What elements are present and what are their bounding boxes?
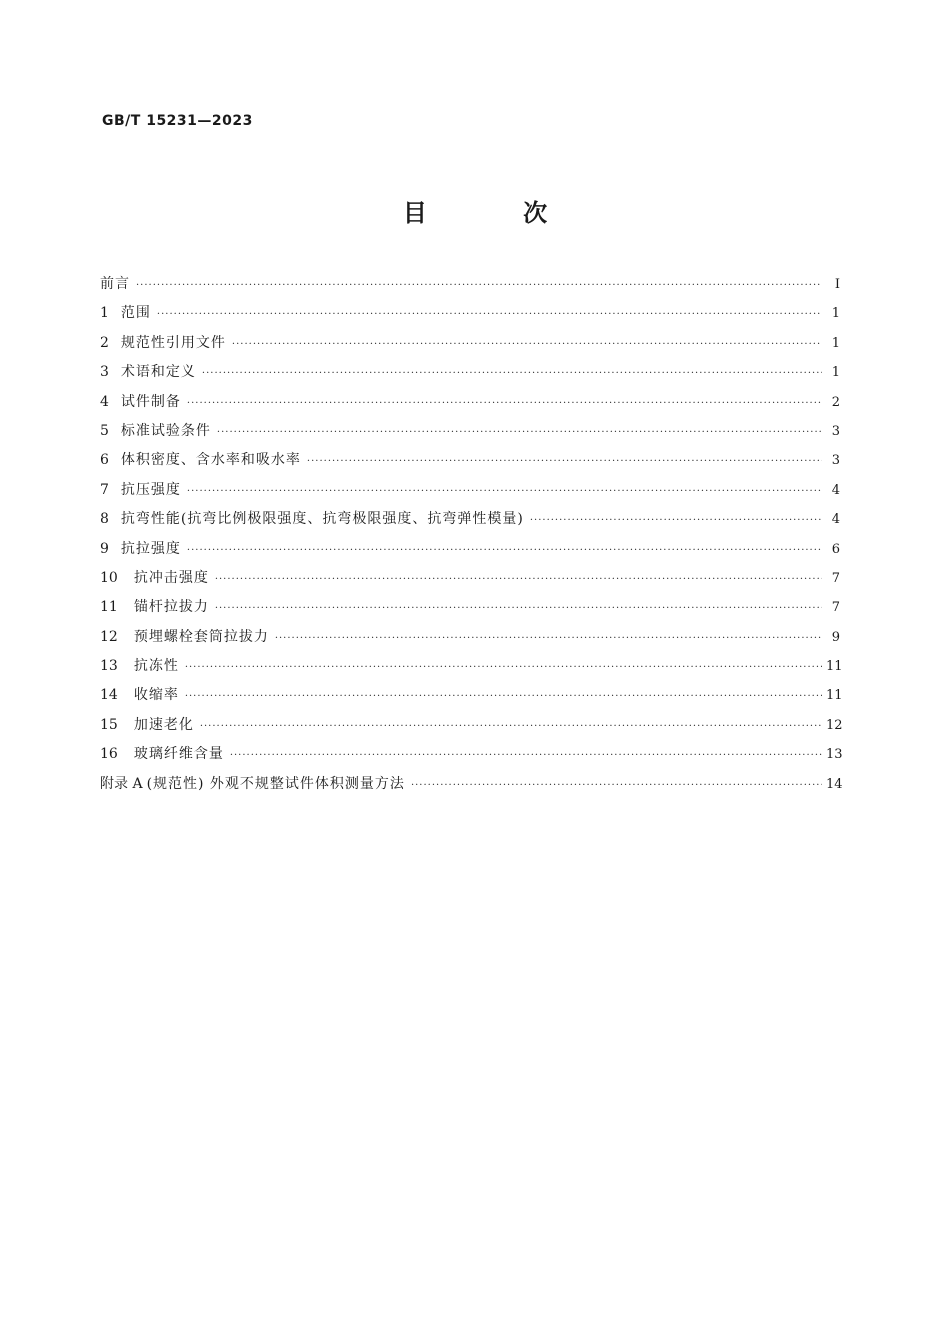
toc-entry-label: 加速老化 bbox=[133, 716, 194, 733]
toc-entry-page: 11 bbox=[826, 688, 843, 704]
toc-entry-number: 1 bbox=[100, 305, 109, 322]
toc-entry-page: 7 bbox=[831, 600, 840, 616]
toc-entry-page: 6 bbox=[831, 541, 840, 557]
toc-entry-number: 10 bbox=[100, 569, 118, 586]
toc-entry-number: 3 bbox=[100, 364, 109, 381]
toc-leader-dots bbox=[187, 389, 822, 418]
toc-entry-number: 15 bbox=[100, 716, 118, 733]
toc-entry-page: 14 bbox=[826, 776, 843, 792]
toc-entry-label: 抗冲击强度 bbox=[133, 569, 209, 586]
toc-entry-number: 13 bbox=[100, 658, 118, 675]
toc-leader-dots bbox=[185, 682, 822, 711]
toc-entry-4[interactable] bbox=[100, 388, 840, 417]
toc-entry-2[interactable] bbox=[100, 329, 840, 358]
toc-entry-number: 附录 A bbox=[100, 775, 143, 792]
toc-entry-label: 体积密度、含水率和吸水率 bbox=[120, 452, 301, 469]
toc-entry-page: 1 bbox=[831, 335, 840, 351]
toc-entry-label: 锚杆拉拔力 bbox=[133, 599, 209, 616]
toc-entry-12[interactable] bbox=[100, 623, 840, 652]
toc-entry-15[interactable] bbox=[100, 711, 843, 740]
toc-entry-label: 抗压强度 bbox=[120, 481, 181, 498]
toc-leader-dots bbox=[215, 565, 822, 594]
table-of-contents bbox=[100, 270, 843, 799]
toc-entry-page: 3 bbox=[831, 423, 840, 439]
toc-entry-page: 11 bbox=[826, 659, 843, 675]
toc-entry-label: 术语和定义 bbox=[120, 364, 196, 381]
toc-leader-dots bbox=[215, 594, 822, 623]
toc-entry-page: 13 bbox=[826, 747, 843, 763]
toc-entry-page: 9 bbox=[831, 629, 840, 645]
toc-entry-label: 玻璃纤维含量 bbox=[133, 746, 224, 763]
toc-entry-page: 12 bbox=[826, 717, 843, 733]
toc-leader-dots bbox=[530, 506, 822, 535]
toc-leader-dots bbox=[157, 300, 822, 329]
toc-entry-number: 9 bbox=[100, 540, 109, 557]
toc-leader-dots bbox=[230, 741, 822, 770]
toc-entry-3[interactable] bbox=[100, 358, 840, 387]
toc-entry-label: 预埋螺栓套筒拉拔力 bbox=[133, 628, 269, 645]
toc-leader-dots bbox=[202, 359, 822, 388]
toc-entry-label: 前言 bbox=[100, 276, 130, 292]
toc-entry-number: 2 bbox=[100, 334, 109, 351]
toc-leader-dots bbox=[307, 447, 822, 476]
toc-entry-number: 14 bbox=[100, 687, 118, 704]
toc-entry-label: 抗冻性 bbox=[133, 658, 179, 675]
toc-entry-5[interactable] bbox=[100, 417, 840, 446]
toc-entry-page: 4 bbox=[831, 482, 840, 498]
toc-entry-9[interactable] bbox=[100, 535, 840, 564]
toc-entry-16[interactable] bbox=[100, 740, 843, 769]
toc-entry-7[interactable] bbox=[100, 476, 840, 505]
toc-entry-11[interactable] bbox=[100, 593, 840, 622]
toc-entry-6[interactable] bbox=[100, 446, 840, 475]
toc-entry-label: 范围 bbox=[120, 305, 151, 322]
toc-entry-number: 11 bbox=[100, 599, 118, 616]
toc-entry-14[interactable] bbox=[100, 681, 843, 710]
toc-entry-label: 标准试验条件 bbox=[120, 422, 211, 439]
toc-entry-10[interactable] bbox=[100, 564, 840, 593]
toc-entry-number: 12 bbox=[100, 628, 118, 645]
toc-entry-page: 3 bbox=[831, 453, 840, 469]
toc-entry-1[interactable] bbox=[100, 299, 840, 328]
toc-entry-page: 4 bbox=[831, 512, 840, 528]
page-title: 目 次 bbox=[402, 199, 592, 227]
toc-entry-number: 16 bbox=[100, 746, 118, 763]
toc-leader-dots bbox=[217, 418, 822, 447]
toc-entry-annex-a[interactable] bbox=[100, 770, 843, 799]
toc-entry-page: 7 bbox=[831, 570, 840, 586]
toc-entry-foreword[interactable] bbox=[100, 270, 840, 299]
toc-entry-label: 规范性引用文件 bbox=[120, 334, 226, 351]
toc-entry-page: 2 bbox=[831, 394, 840, 410]
toc-entry-label: 抗拉强度 bbox=[120, 540, 181, 557]
toc-leader-dots bbox=[275, 624, 822, 653]
toc-entry-label: 试件制备 bbox=[120, 393, 181, 410]
toc-entry-page: 1 bbox=[831, 365, 840, 381]
toc-leader-dots bbox=[185, 653, 822, 682]
toc-entry-number: 5 bbox=[100, 422, 109, 439]
toc-leader-dots bbox=[232, 330, 822, 359]
toc-leader-dots bbox=[200, 712, 822, 741]
toc-entry-label: 收缩率 bbox=[133, 687, 179, 704]
toc-entry-13[interactable] bbox=[100, 652, 843, 681]
toc-leader-dots bbox=[136, 271, 822, 300]
toc-entry-number: 4 bbox=[100, 393, 109, 410]
toc-entry-number: 8 bbox=[100, 511, 109, 528]
toc-entry-page: 1 bbox=[831, 306, 840, 322]
toc-entry-page: Ⅰ bbox=[834, 277, 840, 292]
toc-entry-8[interactable] bbox=[100, 505, 840, 534]
toc-entry-label: (规范性) 外观不规整试件体积测量方法 bbox=[146, 775, 405, 792]
toc-leader-dots bbox=[187, 477, 822, 506]
toc-entry-number: 6 bbox=[100, 452, 109, 469]
standard-code: GB/T 15231—2023 bbox=[102, 113, 253, 129]
toc-entry-number: 7 bbox=[100, 481, 109, 498]
toc-entry-label: 抗弯性能(抗弯比例极限强度、抗弯极限强度、抗弯弹性模量) bbox=[120, 511, 524, 528]
toc-leader-dots bbox=[411, 771, 822, 800]
toc-leader-dots bbox=[187, 536, 822, 565]
